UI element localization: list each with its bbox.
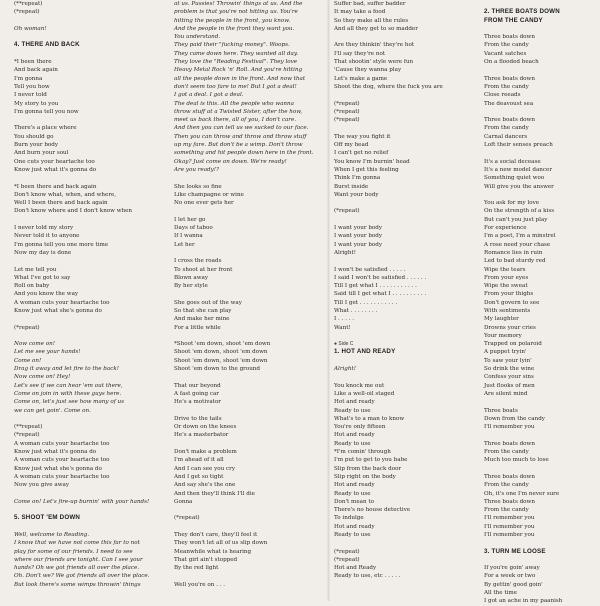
lyric-line: If you're goin' away [484, 565, 540, 572]
lyric-line [484, 398, 598, 406]
lyric-line: Three boats down [484, 34, 535, 41]
lyric-line: To shoot at her front [174, 266, 233, 273]
lyric-line: For a little while [174, 324, 221, 331]
spoken-line: Heavy Metal Rock 'n' Roll. And you're hitting [174, 67, 303, 74]
lyric-line: My laughter [484, 316, 519, 323]
lyric-line: For a week or two [484, 573, 536, 580]
lyric-line: Gonna [174, 498, 193, 505]
lyric-line: She looks so fine [174, 183, 222, 190]
lyric-line: I'm gonna [14, 75, 43, 82]
lyric-line: So they make all the rules [334, 17, 409, 24]
lyric-line: A puppet tryin' [484, 349, 527, 356]
lyric-line: With sentiments [484, 307, 531, 314]
lyric-line: Drowns your cries [484, 324, 536, 331]
lyric-line [14, 216, 166, 224]
lyric-line: Know just what it's gonna do [14, 449, 97, 456]
lyric-line: No one ever gets her [174, 200, 234, 207]
lyric-line: Don't govern to see [484, 299, 540, 306]
lyric-line: By her style [174, 283, 208, 290]
song-title: 3. TURN ME LOOSE [484, 547, 546, 555]
spoken-line: Oh. Don't we? We got friends all over the place. [14, 573, 150, 580]
lyric-line [14, 506, 166, 514]
lyric-line: A woman cuts your heartache too [14, 299, 110, 306]
lyric-line: From the candy [484, 482, 529, 489]
lyric-line: To indulge [334, 515, 364, 522]
lyric-line: When I get this feeling [334, 166, 399, 173]
lyric-line: Wipe the sweat [484, 283, 528, 290]
lyric-line [484, 465, 598, 473]
lyric-line: And I get so tight [174, 473, 224, 480]
lyric-line [14, 490, 166, 498]
lyric-line: Three boats down [484, 473, 535, 480]
lyric-line: He's a masterbator [174, 432, 229, 439]
lyric-line: It's a new model dancer [484, 166, 553, 173]
lyric-line: Ready to use, etc . . . . . [334, 573, 401, 580]
lyric-line: (*repeat) [14, 9, 40, 16]
lyric-line: On the strength of a kiss [484, 208, 555, 215]
lyric-line: What's to a man to know [334, 415, 405, 422]
lyric-line: If I wanna [174, 233, 203, 240]
lyric-line: A fast going car [174, 390, 219, 397]
lyric-line: Your memory [484, 332, 522, 339]
spoken-line: And the people in the front they want you. [174, 25, 295, 32]
lyric-line: I want your body [334, 241, 383, 248]
lyric-line: What . . . . . . . . [334, 307, 378, 314]
lyric-line [174, 332, 332, 340]
lyric-line: Suffer bad, suffer badder [334, 1, 406, 7]
spoken-line: But look there's some wimps throwin' things [14, 581, 141, 588]
lyric-line: Till I get what I . . . . . . . . . . . [334, 283, 417, 290]
lyric-line: Oh, it's one I'm never sure [484, 490, 560, 497]
lyric-line: Will give you the answer [484, 183, 554, 190]
lyric-line [334, 373, 480, 381]
lyric-line: (*repeat) [14, 324, 40, 331]
lyric-line [14, 174, 166, 182]
lyric-line [484, 431, 598, 439]
lyric-line: Know just what it's gonna do [14, 166, 97, 173]
lyric-line: Well I been there and back again [14, 200, 108, 207]
lyric-line: Don't know where and I don't know when [14, 208, 133, 215]
lyric-line: A rose need your chase [484, 241, 551, 248]
lyric-line: Never told it to anyone [14, 233, 80, 240]
lyric-line: (*repeat) [334, 117, 360, 124]
lyric-line: I won't be satisfied . . . . . [334, 266, 406, 273]
lyric-line: So that she can play [174, 307, 232, 314]
lyric-line: She goes out of the way [174, 299, 242, 306]
lyric-line: Slip from the back door [334, 465, 402, 472]
lyric-line: I never told my story [14, 225, 74, 232]
lyric-line: Three boats down [484, 498, 535, 505]
lyric-line: There's a place where [14, 125, 77, 132]
lyric-line: I'm a poet, I'm a minstrel [484, 233, 556, 240]
lyric-line: Three boats down [484, 75, 535, 82]
lyrics-column-3 [334, 0, 480, 601]
lyric-line: Ready to use [334, 490, 371, 497]
lyric-line [484, 108, 598, 116]
spoken-line: Oh woman! [14, 25, 47, 32]
lyric-line [484, 539, 598, 547]
spoken-line: we can get goin'. Come on. [14, 407, 91, 414]
lyric-line: Hot and ready [334, 482, 375, 489]
lyric-line: Vacant satches [484, 50, 527, 57]
lyric-line [174, 440, 332, 448]
spoken-line: Now come on! Hey! [14, 374, 71, 381]
lyric-line: One cuts your heartache too [14, 158, 95, 165]
lyric-line: Hot and ready [334, 432, 375, 439]
lyric-line: You ask for my love [484, 200, 540, 207]
lyric-line: They don't care, they'll feel it [174, 532, 258, 538]
song-title: 1. HOT AND READY [334, 348, 396, 356]
lyric-line: Till I get . . . . . . . . . . . [334, 299, 398, 306]
lyric-line: I'll remember you [484, 523, 535, 530]
lyric-line: (**repeat) [14, 424, 43, 431]
lyric-line: Ready to use [334, 407, 371, 414]
lyric-line: (*repeat) [14, 432, 40, 439]
lyric-line [484, 25, 598, 33]
lyric-line: I'll say they're not [334, 50, 386, 57]
lyric-line: They won't let all of us slip down [174, 540, 268, 547]
lyric-line [334, 33, 480, 41]
lyric-line: A woman cuts your heartache too [14, 457, 110, 464]
spoken-line: The deal is this. All the people who wanna [174, 100, 294, 107]
lyric-line [174, 174, 332, 182]
lyric-line: A woman cuts your heartache too [14, 473, 110, 480]
lyric-line: Meanwhile what is hearing [174, 548, 252, 555]
lyric-line: My story to you [14, 100, 59, 107]
lyric-line: Ready to use [334, 532, 371, 538]
lyric-line: (*repeat) [334, 556, 360, 563]
lyric-line [174, 523, 332, 531]
lyric-line: *I been there [14, 59, 52, 66]
lyric-line: For experience [484, 225, 527, 232]
lyric-line [484, 556, 598, 564]
song-title: 2. THREE BOATS DOWN [484, 8, 560, 16]
lyric-line: Carnal dancers [484, 133, 528, 140]
lyric-line: I'll remember you [484, 424, 535, 431]
lyric-line: Well you're on . . . [174, 581, 226, 588]
lyrics-column-1 [14, 0, 166, 601]
lyric-line [14, 332, 166, 340]
lyric-line: So drink the wine [484, 366, 535, 373]
lyric-line: Now you give away [14, 482, 69, 489]
spoken-line: They love the "Reading Festival". They love [174, 59, 298, 66]
lyrics-column-2 [174, 0, 332, 601]
lyric-line: Shoot the dog, where the fuck you are [334, 83, 443, 90]
lyric-line: I . . . . . [334, 316, 354, 323]
lyric-line: And you know the way [14, 291, 79, 298]
lyric-line [484, 149, 598, 157]
lyrics-column-4 [484, 0, 598, 605]
spoken-line: where our friends are tonight. Can I see your [14, 556, 143, 563]
lyric-line: I'm gonna tell you one more time [14, 241, 109, 248]
lyric-line: Think I'm gonna [334, 175, 381, 182]
lyric-line: (*repeat) [334, 100, 360, 107]
lyric-line [14, 257, 166, 265]
lyric-line [14, 116, 166, 124]
lyric-line: By gettin' good goin' [484, 581, 543, 588]
lyric-line: Wipe the tears [484, 266, 526, 273]
lyric-line: I want your body [334, 233, 383, 240]
lyric-line: Blown away [174, 274, 209, 281]
spoken-line: hitting the people in the front, you know. [174, 17, 291, 24]
lyric-line: Alright! [334, 249, 356, 256]
lyric-line: Don't mean to [334, 498, 374, 505]
lyric-line: Let's make a game [334, 75, 388, 82]
lyric-line: From your eyes [484, 274, 529, 281]
lyric-line: I got an ache in my paanish [484, 598, 563, 605]
lyric-line: And say she's the one [174, 482, 236, 489]
lyric-line: What I've got to say [14, 274, 71, 281]
lyric-line: You know I'm burnin' head [334, 158, 410, 165]
spoken-line: Drag it away and let fire to the back! [14, 366, 119, 373]
spoken-line: hands? Oh we got friends all over the place. [14, 565, 140, 572]
spoken-line: problem is that you're not hitting us. You're [174, 9, 298, 16]
lyric-line: (*repeat) [334, 548, 360, 555]
lyric-line [174, 207, 332, 215]
lyric-line: I'm gonna tell you now [14, 108, 79, 115]
spoken-line: I know that we have not come this far to not [14, 540, 140, 547]
lyric-line: That our beyond [174, 382, 221, 389]
lyric-line [334, 91, 480, 99]
lyric-line: By the red light [174, 565, 219, 572]
lyric-line [174, 373, 332, 381]
spoken-line: Come on! [14, 357, 42, 364]
spoken-line: at us. Pussies! Throwin' things at us. And the [174, 1, 303, 7]
lyric-line: I'll remember you [484, 532, 535, 538]
lyric-line: Close reeads [484, 92, 521, 99]
lyric-line [334, 199, 480, 207]
lyric-line: From the candy [484, 83, 529, 90]
lyric-line [14, 315, 166, 323]
lyric-line: Romance lies in ruin [484, 249, 543, 256]
spoken-line: Alright! [334, 366, 356, 373]
spoken-line: They came down here. They wanted all day. [174, 50, 299, 57]
lyric-line: Shoot 'em down, shoot 'em down [174, 349, 268, 356]
lyric-line: Like champagne or wine [174, 191, 244, 198]
lyric-line: And I can see you cry [174, 465, 235, 472]
spoken-line: throw stuff at a Twisted Sister, after the how, [174, 108, 303, 115]
lyric-line [484, 66, 598, 74]
lyric-line: Like a well-oil staged [334, 390, 395, 397]
lyric-line: Confess your sins [484, 374, 534, 381]
lyric-line: It's a social decease [484, 158, 541, 165]
lyric-line: Know just what she's gonna do [14, 465, 102, 472]
lyric-line: From the candy [484, 125, 529, 132]
lyric-line: There's no house detective [334, 507, 411, 514]
spoken-line: something and hit people down here in the front. [174, 150, 314, 157]
lyric-line: Three boats down [484, 117, 535, 124]
lyric-line: Want! [334, 324, 351, 331]
lyric-line: Ready to use [334, 440, 371, 447]
lyric-line: You knock me out [334, 382, 385, 389]
lyric-line: Three boats down [484, 440, 535, 447]
spoken-line: You understand. [174, 34, 221, 41]
lyric-line: And back again [14, 67, 58, 74]
lyric-line [14, 50, 166, 58]
lyric-line: That shootin' style were fun [334, 59, 414, 66]
lyric-line: Want your body [334, 191, 379, 198]
lyric-line: From the candy [484, 507, 529, 514]
lyric-line: *I'm comin' through [334, 449, 391, 456]
lyric-line [14, 415, 166, 423]
spoken-line: They paid their "fucking money". Woops. [174, 42, 290, 49]
lyric-line: Or down on the knees [174, 424, 237, 431]
lyric-line [334, 332, 480, 340]
lyric-line: It may take a food [334, 9, 386, 16]
spoken-line: Then you can throw and throw and throw stuff [174, 133, 307, 140]
song-title: FROM THE CANDY [484, 16, 543, 24]
spoken-line: Let me see your hands! [14, 349, 81, 356]
lyric-line: From your thighs [484, 291, 534, 298]
spoken-line: Now come on! [14, 341, 55, 348]
lyric-line [14, 17, 166, 25]
lyric-line: Don't know what, when, and where, [14, 191, 117, 198]
lyric-line: (*repeat) [174, 515, 200, 522]
lyric-line: (**repeat) [14, 1, 43, 7]
lyric-line [14, 523, 166, 531]
lyric-line: I'm ahead of it all [174, 457, 224, 464]
lyric-line: Loft their senses preach [484, 142, 553, 149]
lyric-line [174, 572, 332, 580]
lyric-line: *Shoot 'em down, shoot 'em down [174, 341, 271, 348]
lyric-line: All the time [484, 590, 517, 597]
lyric-line: Hot and ready [334, 523, 375, 530]
lyric-line: Said till I get what I . . . . . . . . . . [334, 291, 427, 298]
lyric-line: Trapped on polaroid [484, 341, 542, 348]
lyric-line [334, 539, 480, 547]
spoken-line: don't seem too fare to me! But I got a deal! [174, 83, 297, 90]
lyric-line: Much too much to lose [484, 457, 549, 464]
lyric-line: But can't you just play [484, 216, 548, 223]
lyric-line: You should go [14, 133, 54, 140]
lyric-line: Are silent mind [484, 390, 528, 397]
spoken-line: meet us back there, all of you, I don't care. [174, 117, 297, 124]
lyric-line: I want your body [334, 225, 383, 232]
lyric-line: Just flooks of men [484, 382, 535, 389]
spoken-line: up my fare. But don't be a wimp. Don't throw [174, 142, 303, 149]
side-label: ● Side C [334, 341, 354, 348]
lyric-line: To saw your lyin' [484, 357, 532, 364]
spoken-line: Let's see if we can hear 'em out there, [14, 382, 123, 389]
song-title: 5. SHOOT 'EM DOWN [14, 514, 81, 522]
lyric-line: From the candy [484, 42, 529, 49]
lyric-line: (*repeat) [334, 208, 360, 215]
lyric-line: On a flooded beach [484, 59, 539, 66]
lyric-line: He's a motivator [174, 399, 221, 406]
spoken-line: Come on! Let's fire-up burnin' with your hands! [14, 498, 150, 505]
lyric-line [174, 249, 332, 257]
song-title: 4. THERE AND BACK [14, 41, 80, 49]
spoken-line: Okay? Just come on down. We're ready! [174, 158, 287, 165]
lyric-line [484, 0, 598, 8]
spoken-line: I got a deal. I got a deal. [174, 92, 244, 99]
lyric-line: Know just what she's gonna do [14, 307, 102, 314]
lyric-line: I let her go [174, 216, 206, 223]
spoken-line: And then you can tell us we sucked to our face. [174, 125, 309, 132]
lyric-line: I'll remember you [484, 515, 535, 522]
lyric-line: Don't make a problem [174, 449, 237, 456]
lyric-line: Hot and ready [334, 399, 375, 406]
lyric-line: That girl ain't stopped [174, 556, 238, 563]
lyric-line: Led to bad sturdy red [484, 258, 546, 265]
lyric-line: And all they get to so madder [334, 25, 418, 32]
lyric-line [334, 357, 480, 365]
lyric-line: *I been there and back again [14, 183, 97, 190]
spoken-line: play for some of our friends. I need to see [14, 548, 133, 555]
lyric-line: Days of taboo [174, 225, 213, 232]
lyric-line [14, 33, 166, 41]
lyric-line: Three boats [484, 407, 518, 414]
lyric-line: A woman cuts your heartache too [14, 440, 110, 447]
lyric-line: And then they'll think I'll die [174, 490, 255, 497]
spoken-line: Are you ready!? [174, 166, 220, 173]
lyric-line [484, 191, 598, 199]
lyric-line: I never told [14, 92, 47, 99]
spoken-line: all the people down in the front. And now that [174, 75, 306, 82]
lyric-line: Are they thinkin' they're hot [334, 42, 415, 49]
lyric-line [174, 506, 332, 514]
lyric-line: Let her [174, 241, 195, 248]
lyric-line: I can't get no relief [334, 150, 389, 157]
lyric-line: Off my head [334, 142, 369, 149]
lyric-line: The deavoust sea [484, 100, 534, 107]
lyric-line [334, 257, 480, 265]
lyric-line: Let me tell you [14, 266, 57, 273]
lyric-line: Burst inside [334, 183, 369, 190]
lyric-line [334, 216, 480, 224]
lyric-line: And make her mine [174, 316, 230, 323]
lyric-line: Shoot 'em down to the ground [174, 366, 260, 373]
lyric-line [174, 407, 332, 415]
lyric-line: The way you fight it [334, 133, 391, 140]
spoken-line: Well, welcome to Reading. [14, 532, 90, 538]
lyric-line: Slip right on the body [334, 473, 396, 480]
lyric-line: 'Cause they wanna play [334, 67, 402, 74]
lyric-line: Down from the candy [484, 415, 545, 422]
center-fold-gutter [327, 0, 330, 601]
lyric-line: Roll on baby [14, 283, 50, 290]
spoken-line: Come on join in with these guys here. [14, 390, 122, 397]
lyric-line: Hot and Ready [334, 565, 377, 572]
lyric-line: Drive to the tails [174, 415, 222, 422]
lyric-line: You're only fifteen [334, 424, 386, 431]
lyric-line [334, 124, 480, 132]
lyric-line: From the candy [484, 449, 529, 456]
spoken-line: Come on, let's just see how many of us [14, 399, 125, 406]
lyric-line: Tell you how [14, 83, 50, 90]
lyric-line: Burn your body [14, 142, 59, 149]
lyric-line: Shoot 'em down, shoot 'em down [174, 357, 268, 364]
lyric-line: I'm put to get to you babe [334, 457, 408, 464]
lyric-line: Now my day is done [14, 249, 72, 256]
lyric-line: And burn your soul [14, 150, 69, 157]
lyric-line [174, 290, 332, 298]
lyric-line: (*repeat) [334, 108, 360, 115]
lyric-line: I cross the roads [174, 258, 222, 265]
lyric-line: Something quiet woo [484, 175, 545, 182]
lyric-line: I said I won't be satisfied . . . . . . [334, 274, 427, 281]
